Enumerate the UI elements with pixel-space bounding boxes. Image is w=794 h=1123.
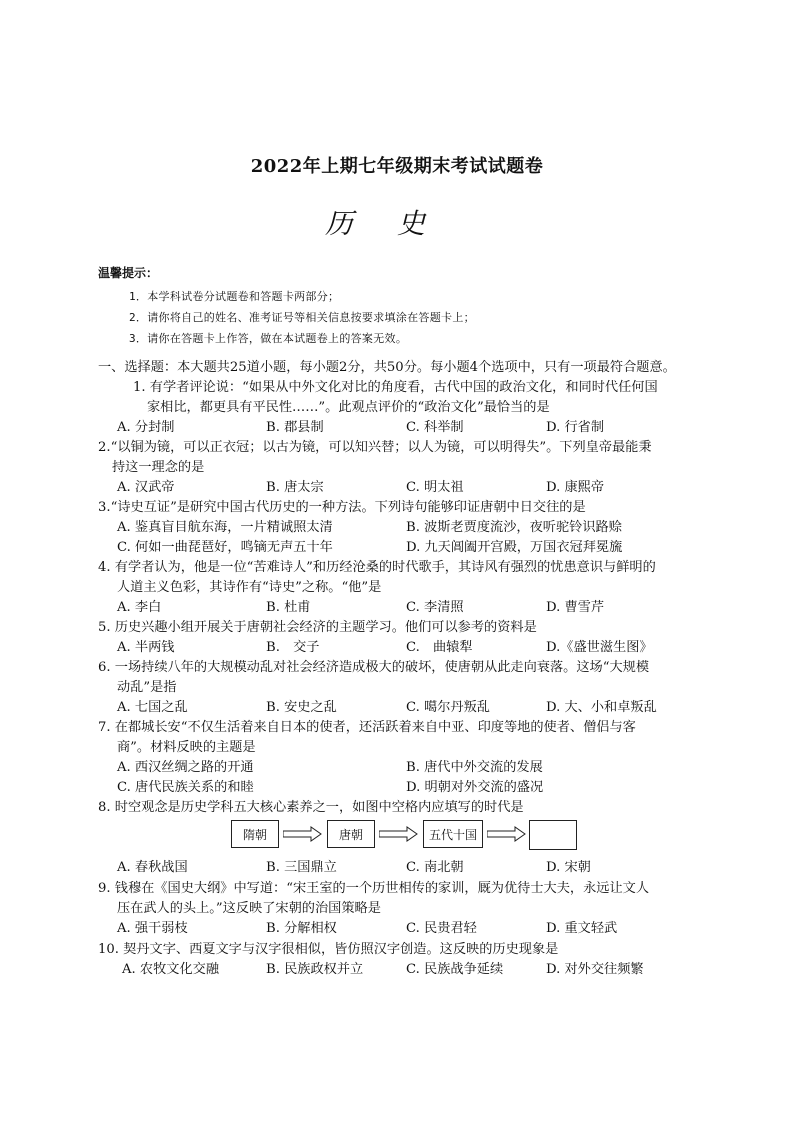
question-2-text: 2.“以铜为镜，可以正衣冠；以古为镜，可以知兴替；以人为镜，可以明得失”。下列皇帝最能秉 xyxy=(98,440,652,455)
question-8-text: 8. 时空观念是历史学科五大核心素养之一，如图中空格内应填写的时代是 xyxy=(98,800,524,815)
question-1-text: 1. 有学者评论说：“如果从中外文化对比的角度看，古代中国的政治文化，和同时代任何国 xyxy=(133,380,658,395)
option-b: B. 交子 xyxy=(266,640,320,655)
option-b: B. 唐代中外交流的发展 xyxy=(406,760,543,775)
option-a: A. 春秋战国 xyxy=(117,860,188,875)
question-6-text: 6. 一场持续八年的大规模动乱对社会经济造成极大的破坏，使唐朝从此走向衰落。这场“大规模 xyxy=(98,660,650,675)
question-3-text: 3.“诗史互证”是研究中国古代历史的一种方法。下列诗句能够印证唐朝中日交往的是 xyxy=(98,500,586,515)
option-c: C. 李清照 xyxy=(406,600,464,615)
flow-box-tang: 唐朝 xyxy=(327,820,375,848)
option-d: D. 九天阊阖开宫殿，万国衣冠拜冕旒 xyxy=(406,540,623,555)
section-header: 一、选择题：本大题共25道小题，每小题2分，共50分。每小题4个选项中，只有一项最符合题意。 xyxy=(98,360,676,375)
option-a: A. 鉴真盲目航东海，一片精诚照太清 xyxy=(117,520,333,535)
question-9-text: 9. 钱穆在《国史大纲》中写道：“宋王室的一个历世相传的家训，厩为优待士大夫，永远让文人 xyxy=(98,881,650,896)
question-6-text: 动乱”是指 xyxy=(117,680,177,695)
option-c: C. 民贵君轻 xyxy=(406,921,477,936)
option-a: A. 分封制 xyxy=(117,420,175,435)
notice-item: 3．请你在答题卡上作答，做在本试题卷上的答案无效。 xyxy=(129,332,408,345)
option-d: D. 大、小和卓叛乱 xyxy=(546,700,657,715)
question-7-text: 商”。材料反映的主题是 xyxy=(117,740,256,755)
arrow-right-icon xyxy=(487,826,527,842)
dynasty-flow-diagram xyxy=(231,820,581,852)
subject-heading: 历史 xyxy=(324,207,469,240)
option-c: C. 民族战争延续 xyxy=(406,962,504,977)
question-1-text: 家相比，都更具有平民性……”。此观点评价的“政治文化”最恰当的是 xyxy=(147,400,550,415)
option-b: B. 民族政权并立 xyxy=(266,962,364,977)
option-d: D. 对外交往频繁 xyxy=(546,962,644,977)
option-b: B. 杜甫 xyxy=(266,600,311,615)
option-b: B. 分解相权 xyxy=(266,921,337,936)
option-b: B. 三国鼎立 xyxy=(266,860,337,875)
option-c: C. 科举制 xyxy=(406,420,464,435)
option-c: C. 南北朝 xyxy=(406,860,464,875)
option-c: C. 噶尔丹叛乱 xyxy=(406,700,490,715)
flow-box-sui: 隋朝 xyxy=(231,820,279,848)
arrow-right-icon xyxy=(379,826,419,842)
question-5-text: 5. 历史兴趣小组开展关于唐朝社会经济的主题学习。他们可以参考的资料是 xyxy=(98,620,537,635)
option-b: B. 波斯老贾度流沙，夜听驼铃识路赊 xyxy=(406,520,622,535)
option-a: A. 半两钱 xyxy=(117,640,175,655)
option-d: D. 重文轻武 xyxy=(546,921,618,936)
notice-item: 2．请你将自己的姓名、准考证号等相关信息按要求填涂在答题卡上； xyxy=(129,311,475,324)
flow-box-wudai: 五代十国 xyxy=(423,820,483,848)
notice-item: 1．本学科试卷分试题卷和答题卡两部分； xyxy=(129,290,340,303)
option-d: D. 行省制 xyxy=(546,420,605,435)
option-a: A. 七国之乱 xyxy=(117,700,188,715)
option-b: B. 安史之乱 xyxy=(266,700,337,715)
notice-heading: 温馨提示： xyxy=(98,266,159,280)
question-7-text: 7. 在都城长安“不仅生活着来自日本的使者，还活跃着来自中亚、印度等地的使者、僧侣与客 xyxy=(98,720,636,735)
option-d: D. 曹雪芹 xyxy=(546,600,605,615)
option-d: D. 康熙帝 xyxy=(546,480,605,495)
option-b: B. 郡县制 xyxy=(266,420,324,435)
option-d: D. 明朝对外交流的盛况 xyxy=(406,780,544,795)
option-a: A. 西汉丝绸之路的开通 xyxy=(117,760,254,775)
question-10-text: 10. 契丹文字、西夏文字与汉字很相似，皆仿照汉字创造。这反映的历史现象是 xyxy=(98,942,559,957)
question-4-text: 4. 有学者认为，他是一位“苦难诗人”和历经沧桑的时代歌手，其诗风有强烈的忧患意识与鲜明的 xyxy=(98,560,656,575)
option-a: A. 李白 xyxy=(117,600,162,615)
option-c: C. 曲辕犁 xyxy=(406,640,473,655)
option-c: C. 何如一曲琵琶好，鸣镝无声五十年 xyxy=(117,540,333,555)
flow-box-blank xyxy=(529,820,577,850)
question-4-text: 人道主义色彩，其诗作有“诗史”之称。“他”是 xyxy=(117,580,382,595)
option-c: C. 明太祖 xyxy=(406,480,464,495)
question-2-text: 持这一理念的是 xyxy=(112,460,205,475)
arrow-right-icon xyxy=(283,826,323,842)
option-d: D. 宋朝 xyxy=(546,860,591,875)
option-b: B. 唐太宗 xyxy=(266,480,324,495)
option-a: A. 强干弱枝 xyxy=(117,921,188,936)
option-a: A. 汉武帝 xyxy=(117,480,175,495)
question-9-text: 压在武人的头上。”这反映了宋朝的治国策略是 xyxy=(117,901,381,916)
option-c: C. 唐代民族关系的和睦 xyxy=(117,780,254,795)
option-a: A. 农牧文化交融 xyxy=(122,962,220,977)
exam-title: 2022年上期七年级期末考试试题卷 xyxy=(250,156,544,177)
option-d: D.《盛世滋生图》 xyxy=(546,640,653,655)
